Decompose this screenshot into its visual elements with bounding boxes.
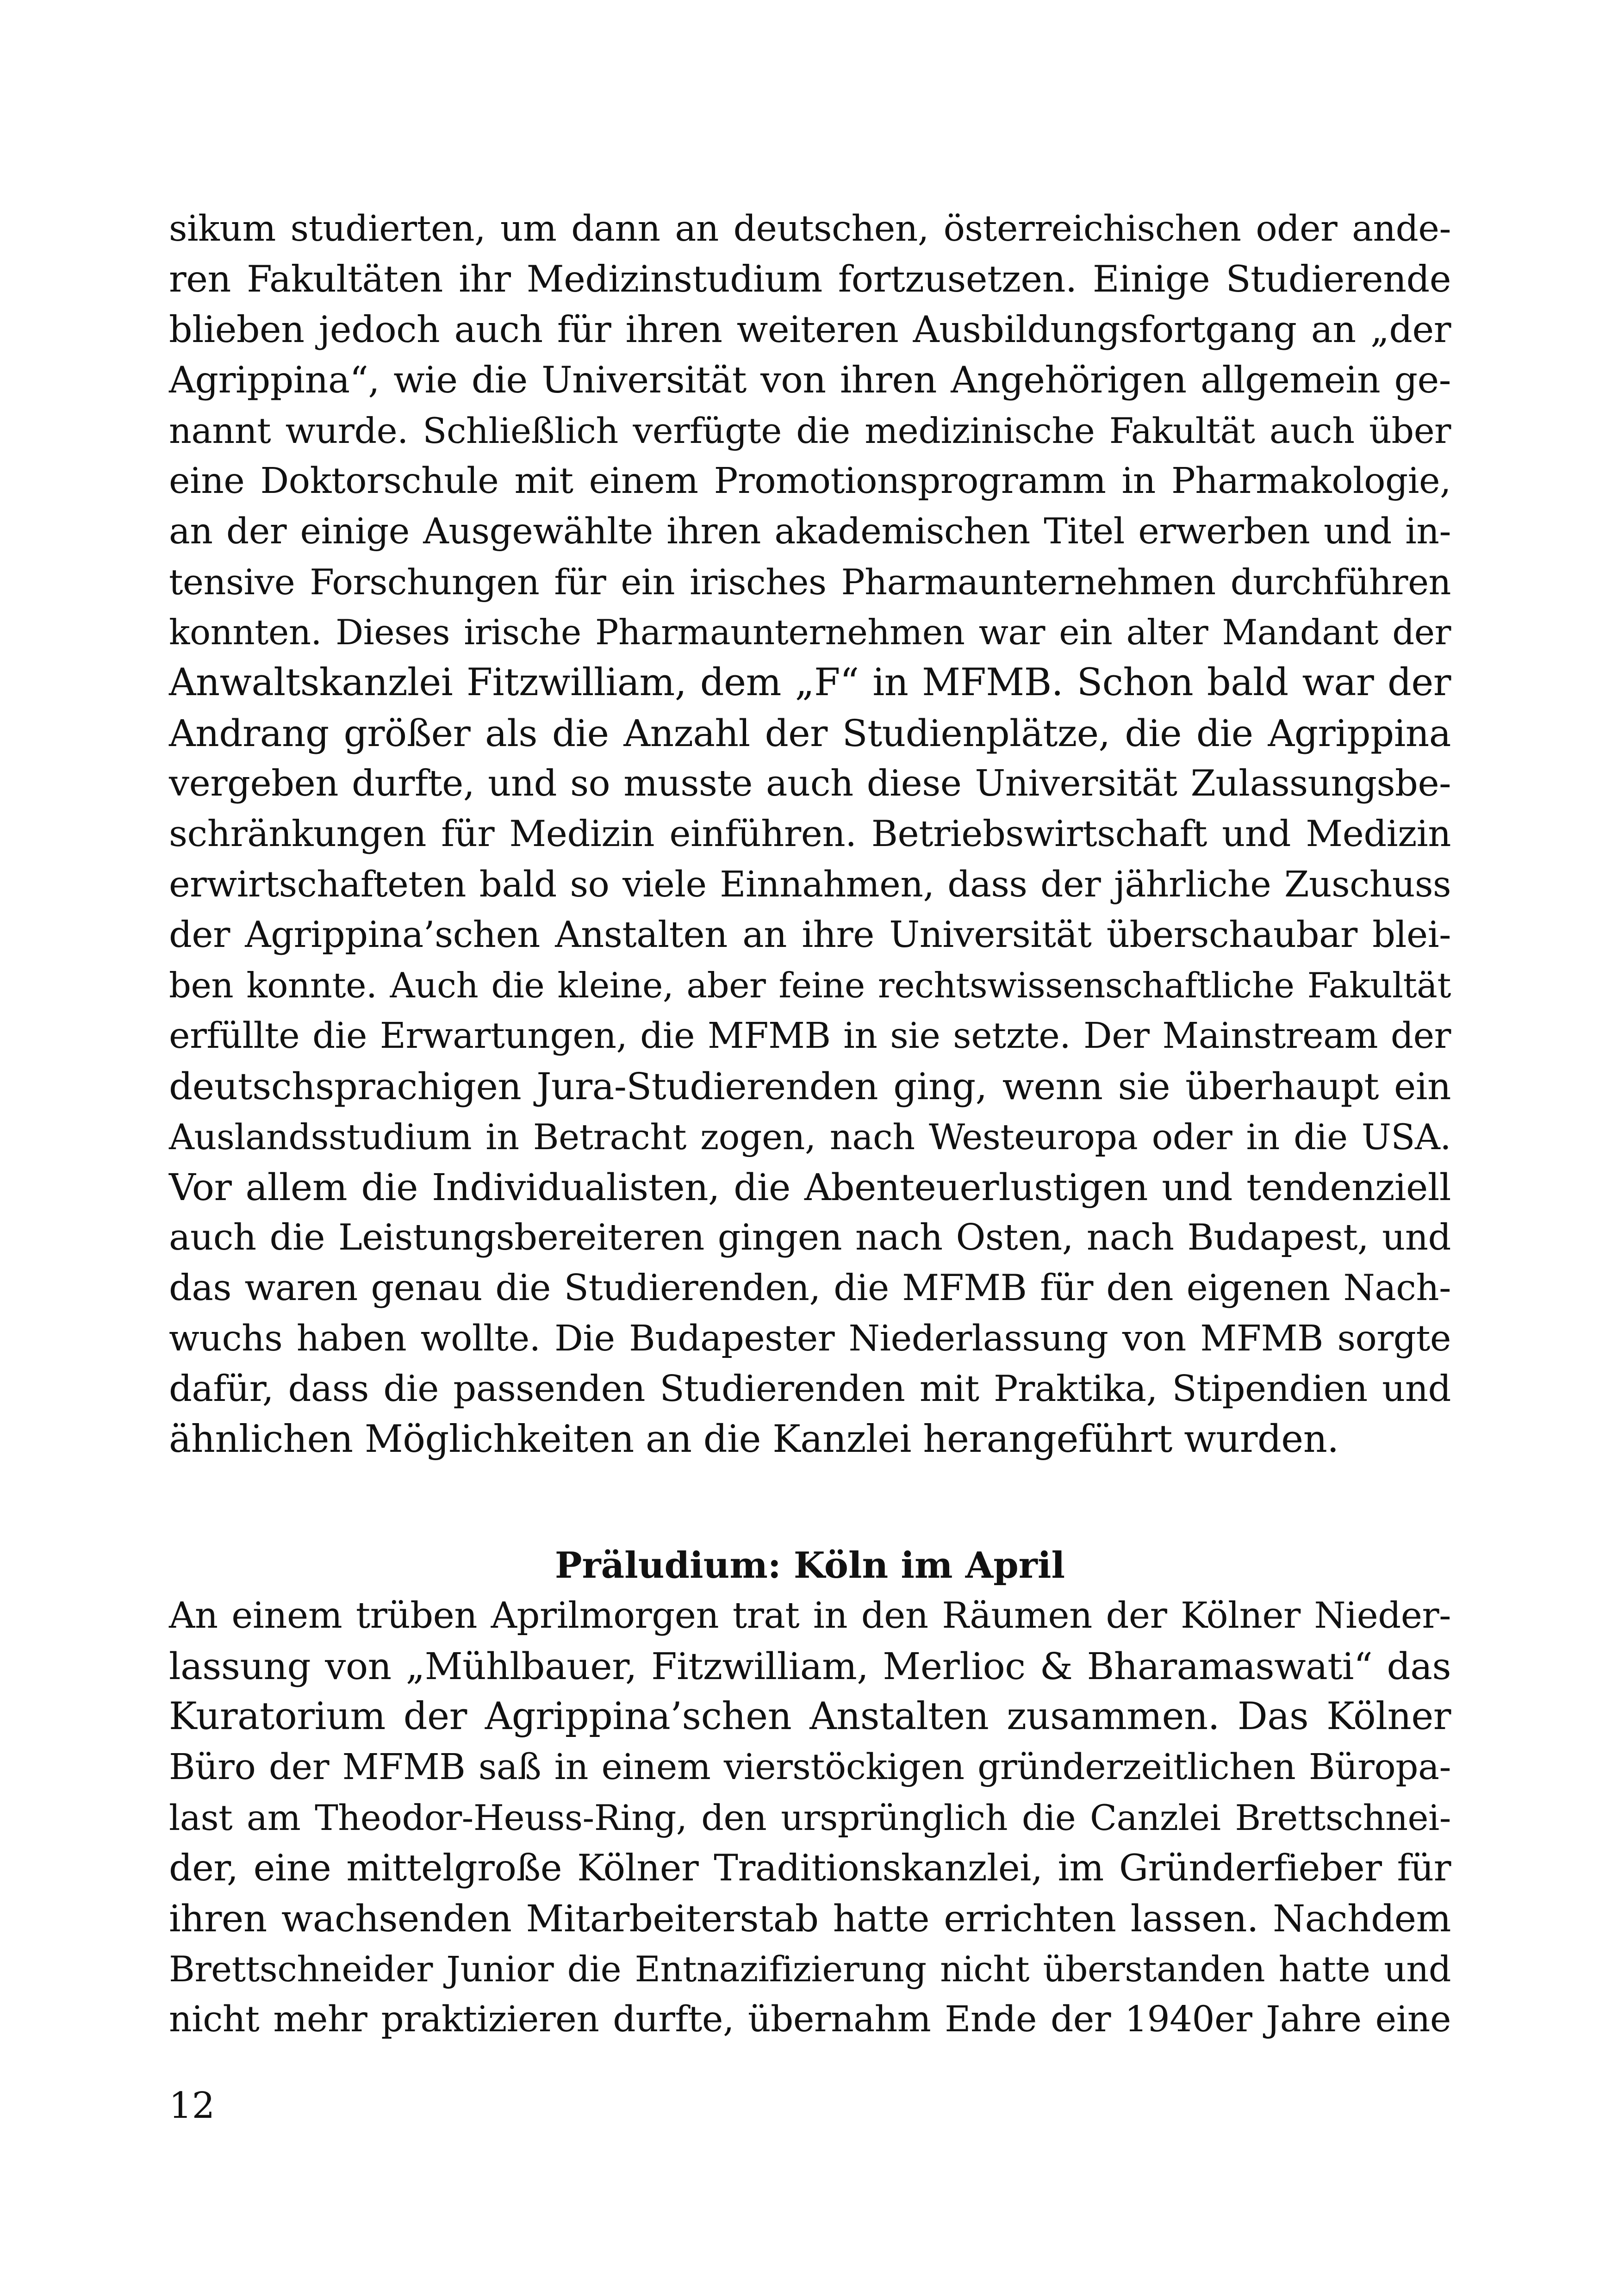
text-line: schränkungen für Medizin einführen. Betriebswirtschaft und Medizin <box>169 813 1451 855</box>
text-line: auch die Leistungsbereiteren gingen nach Osten, nach Budapest, und <box>169 1217 1451 1258</box>
text-line: erfüllte die Erwartungen, die MFMB in sie setzte. Der Mainstream der <box>169 1015 1451 1057</box>
text-line: Agrippina“, wie die Universität von ihren Angehörigen allgemein ge- <box>169 359 1451 401</box>
text-line: tensive Forschungen für ein irisches Pharmaunternehmen durchführen <box>169 561 1451 603</box>
text-line: last am Theodor-Heuss-Ring, den ursprünglich die Canzlei Brettschnei- <box>169 1797 1451 1838</box>
text-line: ähnlichen Möglichkeiten an die Kanzlei herangeführt wurden. <box>169 1418 1339 1461</box>
text-line: Vor allem die Individualisten, die Abenteuerlustigen und tendenziell <box>169 1166 1451 1209</box>
text-line: nannt wurde. Schließlich verfügte die medizinische Fakultät auch über <box>169 410 1451 451</box>
text-line: ihren wachsenden Mitarbeiterstab hatte errichten lassen. Nachdem <box>169 1897 1451 1940</box>
text-line: ben konnte. Auch die kleine, aber feine rechtswissenschaftliche Fakultät <box>169 965 1451 1006</box>
text-line: Büro der MFMB saß in einem vierstöckigen gründerzeitlichen Büropa- <box>169 1747 1451 1788</box>
text-line: der Agrippina’schen Anstalten an ihre Universität überschaubar blei- <box>169 914 1451 956</box>
text-line: dafür, dass die passenden Studierenden mit Praktika, Stipendien und <box>169 1368 1451 1410</box>
text-line: das waren genau die Studierenden, die MFMB für den eigenen Nach- <box>169 1267 1451 1309</box>
text-line: nicht mehr praktizieren durfte, übernahm Ende der 1940er Jahre eine <box>169 1999 1451 2040</box>
text-line: an der einige Ausgewählte ihren akademischen Titel erwerben und in- <box>169 511 1451 552</box>
text-line: wuchs haben wollte. Die Budapester Niederlassung von MFMB sorgte <box>169 1318 1451 1359</box>
text-line: vergeben durfte, und so musste auch diese Universität Zulassungsbe- <box>169 763 1451 804</box>
text-line: blieben jedoch auch für ihren weiteren Ausbildungsfortgang an „der <box>169 308 1451 351</box>
text-line: erwirtschafteten bald so viele Einnahmen, dass der jährliche Zuschuss <box>169 864 1451 905</box>
text-line: Kuratorium der Agrippina’schen Anstalten zusammen. Das Kölner <box>169 1695 1451 1738</box>
page-body <box>169 204 1451 2045</box>
text-line: Auslandsstudium in Betracht zogen, nach Westeuropa oder in die USA. <box>169 1116 1451 1157</box>
text-line: konnten. Dieses irische Pharmaunternehmen war ein alter Mandant der <box>169 612 1451 653</box>
paragraph-1 <box>169 204 1451 1465</box>
paragraph-2 <box>169 1591 1451 2045</box>
page-number: 12 <box>169 2085 215 2127</box>
text-line: lassung von „Mühlbauer, Fitzwilliam, Merlioc & Bharamaswati“ das <box>169 1645 1451 1688</box>
text-line: An einem trüben Aprilmorgen trat in den Räumen der Kölner Nieder- <box>169 1595 1451 1636</box>
text-line: Brettschneider Junior die Entnazifizierung nicht überstanden hatte und <box>169 1948 1451 1990</box>
text-line: Anwaltskanzlei Fitzwilliam, dem „F“ in MFMB. Schon bald war der <box>169 661 1451 704</box>
text-line: der, eine mittelgroße Kölner Traditionskanzlei, im Gründerfieber für <box>169 1847 1451 1889</box>
text-line: ren Fakultäten ihr Medizinstudium fortzusetzen. Einige Studierende <box>169 258 1451 300</box>
text-line: Andrang größer als die Anzahl der Studienplätze, die die Agrippina <box>169 712 1451 755</box>
text-line: sikum studierten, um dann an deutschen, österreichischen oder ande- <box>169 208 1451 249</box>
text-line: deutschsprachigen Jura-Studierenden ging, wenn sie überhaupt ein <box>169 1065 1451 1108</box>
text-line: eine Doktorschule mit einem Promotionsprogramm in Pharmakologie, <box>169 460 1451 502</box>
section-heading: Präludium: Köln im April <box>554 1544 1065 1587</box>
